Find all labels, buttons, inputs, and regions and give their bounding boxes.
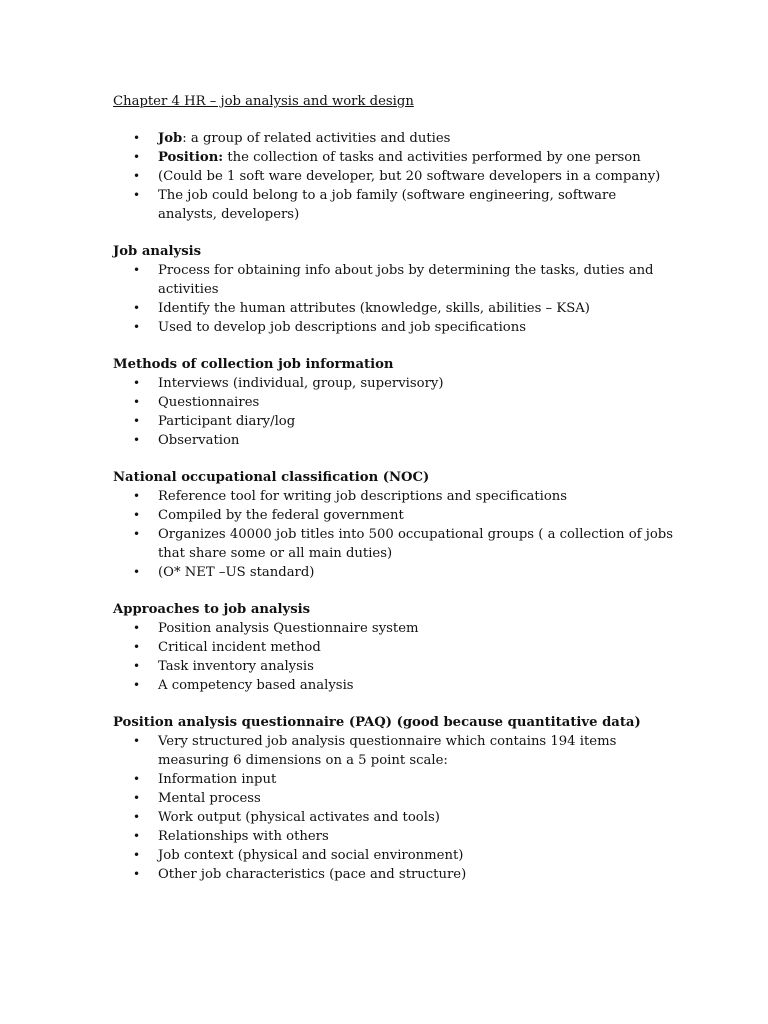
bullet-icon: •: [133, 734, 141, 748]
bullet-icon: •: [133, 395, 141, 409]
bullet-icon: •: [133, 489, 141, 503]
term-label: Position:: [158, 150, 224, 165]
bullet-icon: •: [133, 621, 141, 635]
list-item: [133, 619, 673, 638]
list-item-text: Reference tool for writing job descriptions and specifications: [158, 489, 568, 504]
list-item-text: Job context (physical and social environment): [158, 848, 464, 863]
list-item-text: Very structured job analysis questionnaire which contains 194 items measuring 6 dimensions on a 5 point scale:: [158, 734, 617, 768]
list-item: [133, 827, 673, 846]
list-item: [133, 808, 673, 827]
section-collection-methods: [113, 355, 673, 450]
list-item-text: Information input: [158, 772, 277, 787]
section-list: [113, 261, 673, 337]
bullet-icon: •: [133, 263, 141, 277]
intro-list: [113, 129, 673, 224]
list-item: [133, 846, 673, 865]
bullet-icon: •: [133, 772, 141, 786]
list-item: [133, 261, 673, 299]
list-item: [133, 412, 673, 431]
bullet-icon: •: [133, 150, 141, 164]
bullet-icon: •: [133, 376, 141, 390]
list-item-text: Used to develop job descriptions and job specifications: [158, 320, 527, 335]
list-item: [133, 525, 673, 563]
bullet-icon: •: [133, 848, 141, 862]
list-item-text: Relationships with others: [158, 829, 329, 844]
list-item-text: Other job characteristics (pace and structure): [158, 867, 467, 882]
list-item-text: Work output (physical activates and tools): [158, 810, 440, 825]
list-item-text: Critical incident method: [158, 640, 321, 655]
document-title: Chapter 4 HR – job analysis and work design: [113, 94, 414, 109]
section-heading: Job analysis: [113, 244, 202, 259]
intro-section: [113, 129, 673, 224]
list-item-text: the collection of tasks and activities performed by one person: [223, 150, 641, 165]
list-item-text: Questionnaires: [158, 395, 260, 410]
section-heading: National occupational classification (NOC): [113, 470, 430, 485]
section-heading: Approaches to job analysis: [113, 602, 311, 617]
list-item: [133, 186, 673, 224]
bullet-icon: •: [133, 508, 141, 522]
list-item-text: Observation: [158, 433, 240, 448]
bullet-icon: •: [133, 414, 141, 428]
list-item: [133, 374, 673, 393]
list-item: [133, 789, 673, 808]
section-job-analysis: [113, 242, 673, 337]
bullet-icon: •: [133, 810, 141, 824]
bullet-icon: •: [133, 188, 141, 202]
list-item: [133, 770, 673, 789]
bullet-icon: •: [133, 527, 141, 541]
list-item-text: Task inventory analysis: [158, 659, 314, 674]
list-item-text: The job could belong to a job family (software engineering, software analysts, developers): [158, 188, 617, 222]
list-item: [133, 318, 673, 337]
document-page: [113, 92, 673, 902]
list-item: [133, 299, 673, 318]
list-item: [133, 732, 673, 770]
bullet-icon: •: [133, 678, 141, 692]
bullet-icon: •: [133, 640, 141, 654]
section-paq: [113, 713, 673, 884]
list-item-text: Identify the human attributes (knowledge, skills, abilities – KSA): [158, 301, 590, 316]
section-list: [113, 374, 673, 450]
bullet-icon: •: [133, 829, 141, 843]
list-item: [133, 431, 673, 450]
list-item-text: Process for obtaining info about jobs by determining the tasks, duties and activities: [158, 263, 654, 297]
bullet-icon: •: [133, 301, 141, 315]
section-heading: Methods of collection job information: [113, 357, 394, 372]
list-item: [133, 563, 673, 582]
list-item-text: Interviews (individual, group, supervisory): [158, 376, 444, 391]
bullet-icon: •: [133, 320, 141, 334]
list-item: [133, 676, 673, 695]
bullet-icon: •: [133, 565, 141, 579]
list-item-text: (Could be 1 soft ware developer, but 20 software developers in a company): [158, 169, 661, 184]
list-item: [133, 167, 673, 186]
list-item-text: : a group of related activities and duties: [182, 131, 451, 146]
section-noc: [113, 468, 673, 582]
list-item-text: Participant diary/log: [158, 414, 296, 429]
bullet-icon: •: [133, 433, 141, 447]
list-item-text: Compiled by the federal government: [158, 508, 404, 523]
list-item-text: A competency based analysis: [158, 678, 354, 693]
section-list: [113, 732, 673, 884]
list-item: [133, 148, 673, 167]
section-approaches: [113, 600, 673, 695]
list-item-text: Mental process: [158, 791, 261, 806]
list-item: [133, 865, 673, 884]
bullet-icon: •: [133, 131, 141, 145]
bullet-icon: •: [133, 659, 141, 673]
list-item-text: (O* NET –US standard): [158, 565, 315, 580]
section-heading: Position analysis questionnaire (PAQ) (good because quantitative data): [113, 715, 641, 730]
section-list: [113, 619, 673, 695]
list-item: [133, 638, 673, 657]
list-item: [133, 393, 673, 412]
term-label: Job: [158, 131, 183, 146]
list-item: [133, 657, 673, 676]
list-item: [133, 129, 673, 148]
section-list: [113, 487, 673, 582]
list-item-text: Organizes 40000 job titles into 500 occupational groups ( a collection of jobs that share some or all main duties): [158, 527, 673, 561]
list-item: [133, 506, 673, 525]
bullet-icon: •: [133, 867, 141, 881]
list-item: [133, 487, 673, 506]
list-item-text: Position analysis Questionnaire system: [158, 621, 419, 636]
bullet-icon: •: [133, 169, 141, 183]
bullet-icon: •: [133, 791, 141, 805]
